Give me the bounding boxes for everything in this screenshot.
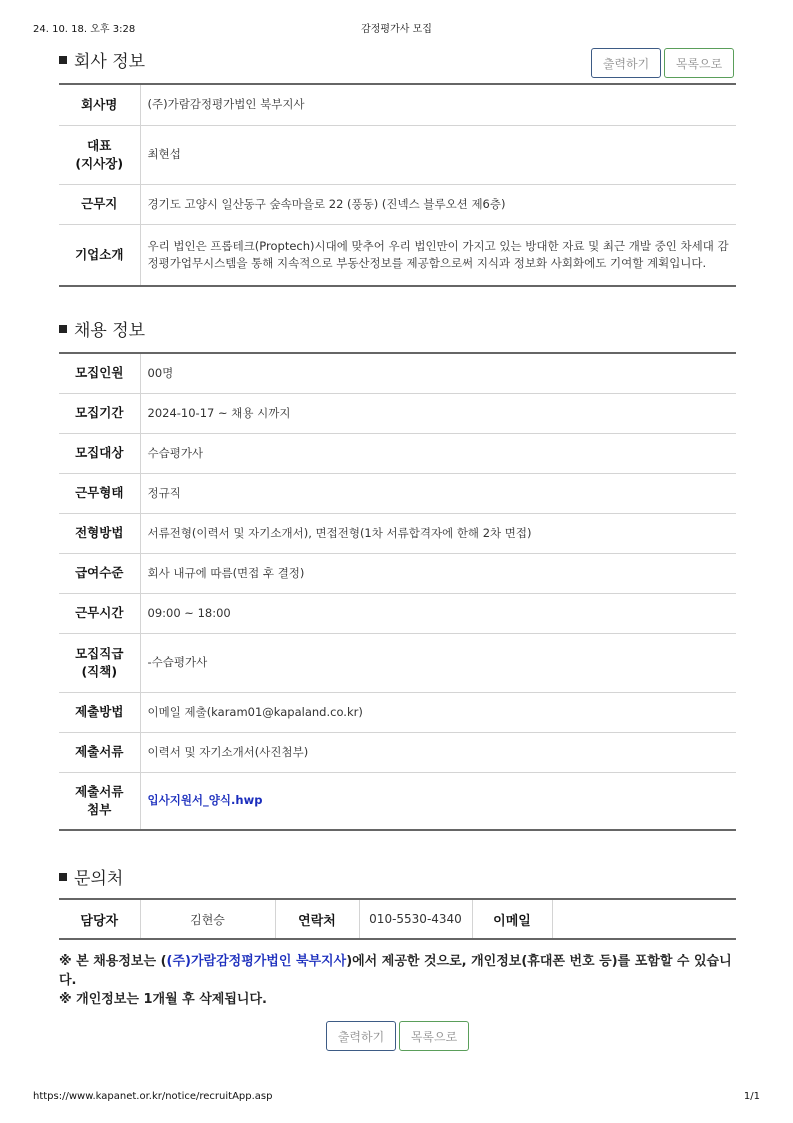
row-label: 제출서류 <box>59 732 140 772</box>
manager-label: 담당자 <box>59 899 140 939</box>
table-row <box>59 732 736 772</box>
row-label: 제출방법 <box>59 692 140 732</box>
recruit-section-title: 채용 정보 <box>59 316 145 341</box>
table-row <box>59 125 736 184</box>
row-label: 근무형태 <box>59 473 140 513</box>
table-row <box>59 184 736 224</box>
table-row <box>59 224 736 286</box>
print-button[interactable]: 출력하기 <box>591 48 661 78</box>
row-value: 우리 법인은 프롭테크(Proptech)시대에 맞추어 우리 법인만이 가지고 있는 방대한 자료 및 최근 개발 중인 차세대 감정평가업무시스템을 통해 지속적으로 부동산정보를 제공함으로써 지식과 정보화 사회화에도 기여할 계획입니다. <box>147 238 729 270</box>
row-label: 모집대상 <box>59 433 140 473</box>
row-value: 이메일 제출(karam01@kapaland.co.kr) <box>140 692 736 732</box>
square-bullet-icon <box>59 873 67 881</box>
contact-section-title: 문의처 <box>59 864 123 889</box>
table-row <box>59 473 736 513</box>
row-value: 경기도 고양시 일산동구 숲속마을로 22 (풍동) (진넥스 블루오션 제6층) <box>140 184 736 224</box>
list-button-bottom[interactable]: 목록으로 <box>399 1021 469 1051</box>
email-label: 이메일 <box>472 899 552 939</box>
phone-value: 010-5530-4340 <box>359 899 472 939</box>
email-value <box>552 899 736 939</box>
print-url: https://www.kapanet.or.kr/notice/recruitApp.asp <box>33 1091 273 1102</box>
table-row <box>59 899 736 939</box>
row-label: 근무지 <box>59 184 140 224</box>
table-row <box>59 553 736 593</box>
row-label: 대표 (지사장) <box>59 125 140 184</box>
table-row <box>59 433 736 473</box>
row-label: 전형방법 <box>59 513 140 553</box>
print-button-bottom[interactable]: 출력하기 <box>326 1021 396 1051</box>
notice-line-2: ※ 개인정보는 1개월 후 삭제됩니다. <box>59 992 267 1007</box>
row-value: 회사 내규에 따름(면접 후 결정) <box>140 553 736 593</box>
row-value: (주)가람감정평가법인 북부지사 <box>140 84 736 125</box>
company-info-table <box>59 83 736 287</box>
row-value: 수습평가사 <box>140 433 736 473</box>
attachment-link[interactable]: 입사지원서_양식.hwp <box>147 793 263 808</box>
row-label: 회사명 <box>59 84 140 125</box>
row-value: 서류전형(이력서 및 자기소개서), 면접전형(1차 서류합격자에 한해 2차 면접) <box>140 513 736 553</box>
table-row <box>59 84 736 125</box>
recruit-info-table <box>59 352 736 831</box>
row-label: 근무시간 <box>59 593 140 633</box>
print-header <box>33 20 760 36</box>
print-title: 감정평가사 모집 <box>361 24 432 35</box>
row-value: 이력서 및 자기소개서(사진첨부) <box>140 732 736 772</box>
table-row <box>59 692 736 732</box>
table-row <box>59 593 736 633</box>
row-value: 정규직 <box>140 473 736 513</box>
notice-company-name: (주)가람감정평가법인 북부지사 <box>166 954 347 969</box>
phone-label: 연락처 <box>275 899 359 939</box>
row-label: 모집인원 <box>59 353 140 393</box>
row-value: 00명 <box>140 353 736 393</box>
row-label: 모집직급 (직책) <box>59 633 140 692</box>
row-value: 09:00 ~ 18:00 <box>140 593 736 633</box>
row-label: 기업소개 <box>59 224 140 286</box>
company-section-title: 회사 정보 <box>59 47 145 72</box>
row-value: 2024-10-17 ~ 채용 시까지 <box>140 393 736 433</box>
print-page-number: 1/1 <box>743 1091 760 1102</box>
row-label: 급여수준 <box>59 553 140 593</box>
notice-line-1: ※ 본 채용정보는 ((주)가람감정평가법인 북부지사)에서 제공한 것으로, 개인정보(휴대폰 번호 등)를 포함할 수 있습니다. <box>59 954 732 988</box>
row-label: 모집기간 <box>59 393 140 433</box>
print-date: 24. 10. 18. 오후 3:28 <box>33 24 136 35</box>
table-row <box>59 633 736 692</box>
square-bullet-icon <box>59 325 67 333</box>
table-row <box>59 353 736 393</box>
print-footer <box>33 1091 760 1107</box>
table-row <box>59 772 736 830</box>
row-value: -수습평가사 <box>140 633 736 692</box>
row-label: 제출서류 첨부 <box>59 772 140 830</box>
list-button[interactable]: 목록으로 <box>664 48 734 78</box>
privacy-notice <box>59 952 736 1009</box>
manager-value: 김현승 <box>140 899 275 939</box>
contact-table <box>59 898 736 940</box>
square-bullet-icon <box>59 56 67 64</box>
row-value: 최현섭 <box>140 125 736 184</box>
table-row <box>59 513 736 553</box>
table-row <box>59 393 736 433</box>
